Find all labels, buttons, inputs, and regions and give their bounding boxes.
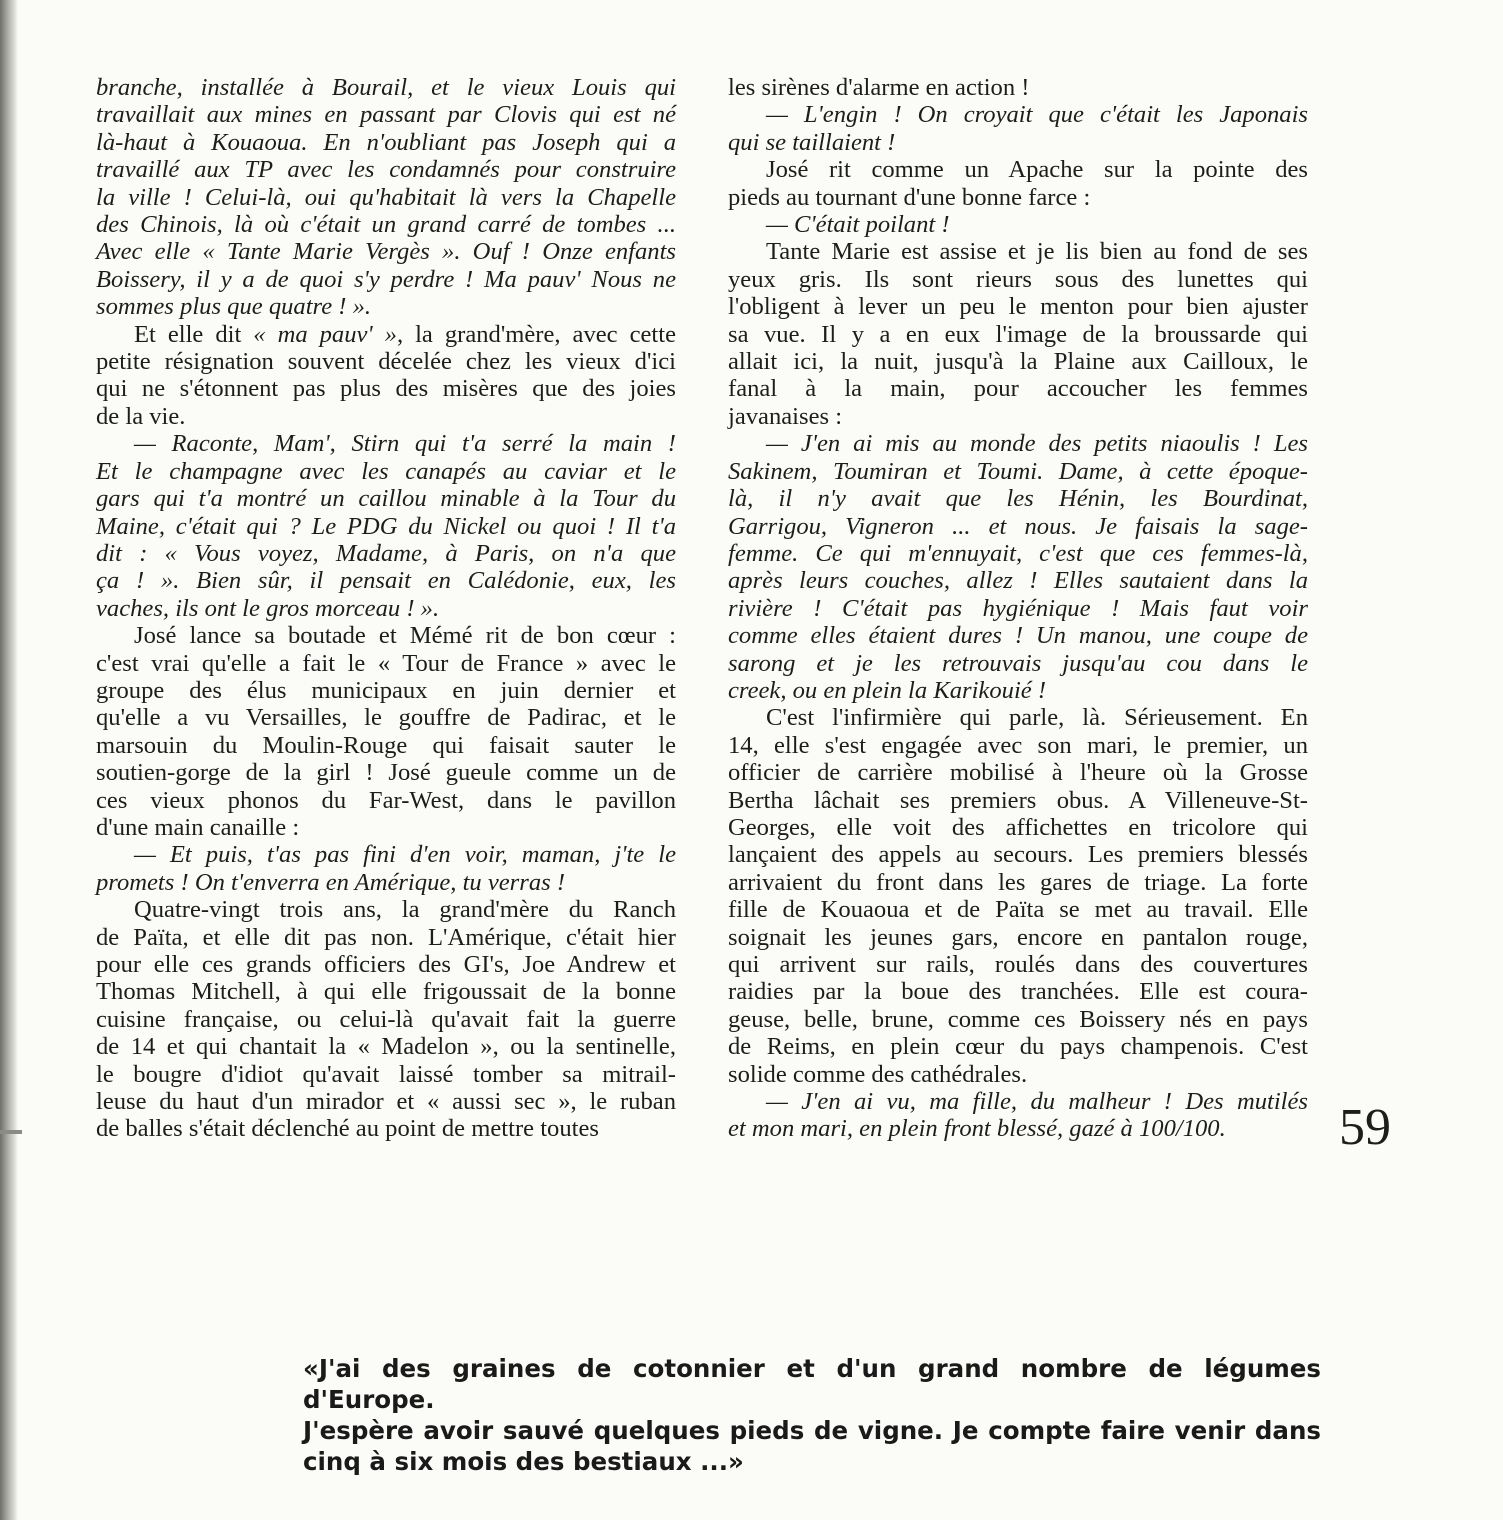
text-line: dit : « Vous voyez, Madame, à Paris, on n'a que — [96, 539, 676, 567]
text-line: de Païta, et elle dit pas non. L'Amérique, c'était hier — [96, 923, 676, 951]
text-line: sommes plus que quatre ! ». — [96, 293, 372, 321]
text-line: et mon mari, en plein front blessé, gazé à 100/100. — [728, 1115, 1226, 1143]
text-line: soignait les jeunes gars, encore en pantalon rouge, — [728, 923, 1308, 951]
text-line: cuisine française, ou celui-là qu'avait fait la guerre — [96, 1005, 676, 1033]
text-line: là, il n'y avait que les Hénin, les Bourdinat, — [728, 485, 1308, 513]
text-line: — J'en ai vu, ma fille, du malheur ! Des mutilés — [766, 1088, 1308, 1116]
text-line: 14, elle s'est engagée avec son mari, le premier, un — [728, 731, 1308, 759]
text-line: groupe des élus municipaux en juin dernier et — [96, 676, 676, 704]
text-line: de balles s'était déclenché au point de mettre toutes — [96, 1115, 599, 1143]
text-line: sa vue. Il y a en eux l'image de la broussarde qui — [728, 320, 1308, 348]
text-line: marsouin du Moulin-Rouge qui faisait sauter le — [96, 731, 676, 759]
text-line: travaillait aux mines en passant par Clovis qui est né — [96, 101, 676, 129]
text-line: C'est l'infirmière qui parle, là. Sérieusement. En — [766, 704, 1308, 732]
text-line: vaches, ils ont le gros morceau ! ». — [96, 594, 440, 622]
text-line: Et elle dit « ma pauv' », la grand'mère, avec cette — [134, 320, 676, 348]
text-line: qui arrivent sur rails, roulés dans des couvertures — [728, 951, 1308, 978]
text-line: rivière ! C'était pas hygiénique ! Mais faut voir — [728, 594, 1308, 622]
quote-line: J'espère avoir sauvé quelques pieds de vigne. Je compte faire venir dans — [303, 1416, 1321, 1445]
text-line: Bertha lâchait ses premiers obus. A Villeneuve-St- — [728, 786, 1308, 814]
text-line: d'une main canaille : — [96, 813, 300, 841]
text-line: — L'engin ! On croyait que c'était les Japonais — [766, 101, 1308, 129]
text-line: lançaient des appels au secours. Les premiers blessés — [728, 841, 1308, 869]
book-spine-shadow — [0, 0, 18, 1520]
text-line: là-haut à Kouaoua. En n'oubliant pas Joseph qui a — [96, 128, 676, 156]
text-line: Boissery, il y a de quoi s'y perdre ! Ma pauv' Nous ne — [96, 265, 676, 293]
text-line: — Raconte, Mam', Stirn qui t'a serré la main ! — [134, 430, 676, 458]
text-line: après leurs couches, allez ! Elles sautaient dans la — [728, 567, 1308, 595]
italic-phrase: « ma pauv' » — [253, 320, 397, 348]
text-line: Maine, c'était qui ? Le PDG du Nickel ou quoi ! Il t'a — [96, 512, 676, 540]
text-line: fille de Kouaoua et de Païta se met au travail. Elle — [728, 896, 1308, 924]
text-line: — C'était poilant ! — [766, 211, 950, 239]
text-line: Garrigou, Vigneron ... et nous. Je faisais la sage- — [728, 512, 1308, 540]
text-line: arrivaient du front dans les gares de triage. La forte — [728, 868, 1308, 896]
text-line: ces vieux phonos du Far-West, dans le pavillon — [96, 786, 676, 814]
text-line: comme elles étaient dures ! Un manou, une coupe de — [728, 622, 1308, 650]
text-line: c'est vrai qu'elle a fait le « Tour de France » avec le — [96, 649, 676, 677]
quote-line: «J'ai des graines de cotonnier et d'un grand nombre de légumes d'Europe. — [303, 1354, 1321, 1414]
text-line: creek, ou en plein la Karikouié ! — [728, 676, 1047, 704]
text-line: — J'en ai mis au monde des petits niaoulis ! Les — [766, 430, 1308, 458]
text-line: des Chinois, là où c'était un grand carré de tombes ... — [96, 211, 676, 239]
text-line: sarong et je les retrouvais jusqu'au cou dans le — [728, 649, 1308, 677]
text-line: petite résignation souvent décelée chez les vieux d'ici — [96, 348, 676, 376]
text-line: soutien-gorge de la girl ! José gueule comme un de — [96, 759, 676, 787]
text-line: de la vie. — [96, 402, 186, 430]
text-line: Avec elle « Tante Marie Vergès ». Ouf ! Onze enfants — [96, 238, 676, 266]
text-line: de 14 et qui chantait la « Madelon », ou la sentinelle, — [96, 1033, 676, 1061]
left-text-column — [96, 74, 676, 1143]
text-line: pieds au tournant d'une bonne farce : — [728, 183, 1091, 211]
text-line: de Reims, en plein cœur du pays champenois. C'est — [728, 1033, 1308, 1061]
pull-quote — [303, 1353, 1321, 1477]
right-text-column — [728, 74, 1308, 1143]
text-line: la ville ! Celui-là, oui qu'habitait là vers la Chapelle — [96, 183, 676, 211]
text-line: raidies par la boue des tranchées. Elle est coura- — [728, 978, 1308, 1006]
text-line: femme. Ce qui m'ennuyait, c'est que ces femmes-là, — [728, 539, 1308, 567]
text-line: fanal à la main, pour accoucher les femmes — [728, 375, 1308, 403]
text-line: promets ! On t'enverra en Amérique, tu verras ! — [96, 868, 566, 896]
page-edge-mark — [0, 1130, 22, 1134]
text-line: branche, installée à Bourail, et le vieux Louis qui — [96, 74, 676, 101]
text-line: travaillé aux TP avec les condamnés pour construire — [96, 156, 676, 184]
text-line: geuse, belle, brune, comme ces Boissery nés en pays — [728, 1005, 1308, 1033]
text-line: qui ne s'étonnent pas plus des misères que des joies — [96, 375, 676, 403]
text-line: Thomas Mitchell, à qui elle frigoussait de la bonne — [96, 978, 676, 1006]
text-line: José rit comme un Apache sur la pointe des — [766, 156, 1308, 184]
text-line: José lance sa boutade et Mémé rit de bon cœur : — [134, 622, 676, 650]
text-line: Sakinem, Toumiran et Toumi. Dame, à cette époque- — [728, 457, 1308, 485]
text-line: gars qui t'a montré un caillou minable à la Tour du — [96, 485, 676, 513]
text-line: Et le champagne avec les canapés au caviar et le — [96, 457, 676, 485]
text-line: qu'elle a vu Versailles, le gouffre de Padirac, et le — [96, 704, 676, 732]
text-line: qui se taillaient ! — [728, 128, 896, 156]
text-line: leuse du haut d'un mirador et « aussi sec », le ruban — [96, 1088, 676, 1116]
quote-line: cinq à six mois des bestiaux ...» — [303, 1447, 744, 1476]
text-line: allait ici, la nuit, jusqu'à la Plaine aux Cailloux, le — [728, 348, 1308, 376]
page-number: 59 — [1339, 1099, 1391, 1156]
text-line: javanaises : — [728, 402, 843, 430]
text-line: — Et puis, t'as pas fini d'en voir, maman, j'te le — [134, 841, 676, 869]
text-line: Tante Marie est assise et je lis bien au fond de ses — [766, 238, 1308, 266]
text-line: Quatre-vingt trois ans, la grand'mère du Ranch — [134, 896, 676, 924]
text-line: le bougre d'idiot qu'avait laissé tomber sa mitrail- — [96, 1060, 676, 1088]
text-line: les sirènes d'alarme en action ! — [728, 74, 1030, 101]
text-line: pour elle ces grands officiers des GI's, Joe Andrew et — [96, 951, 676, 978]
text-line: ça ! ». Bien sûr, il pensait en Calédonie, eux, les — [96, 567, 676, 595]
text-line: officier de carrière mobilisé à l'heure où la Grosse — [728, 759, 1308, 787]
text-line: yeux gris. Ils sont rieurs sous des lunettes qui — [728, 265, 1308, 293]
text-line: l'obligent à lever un peu le menton pour bien ajuster — [728, 293, 1308, 321]
text-line: Georges, elle voit des affichettes en tricolore qui — [728, 813, 1308, 841]
text-line: solide comme des cathédrales. — [728, 1060, 1028, 1088]
